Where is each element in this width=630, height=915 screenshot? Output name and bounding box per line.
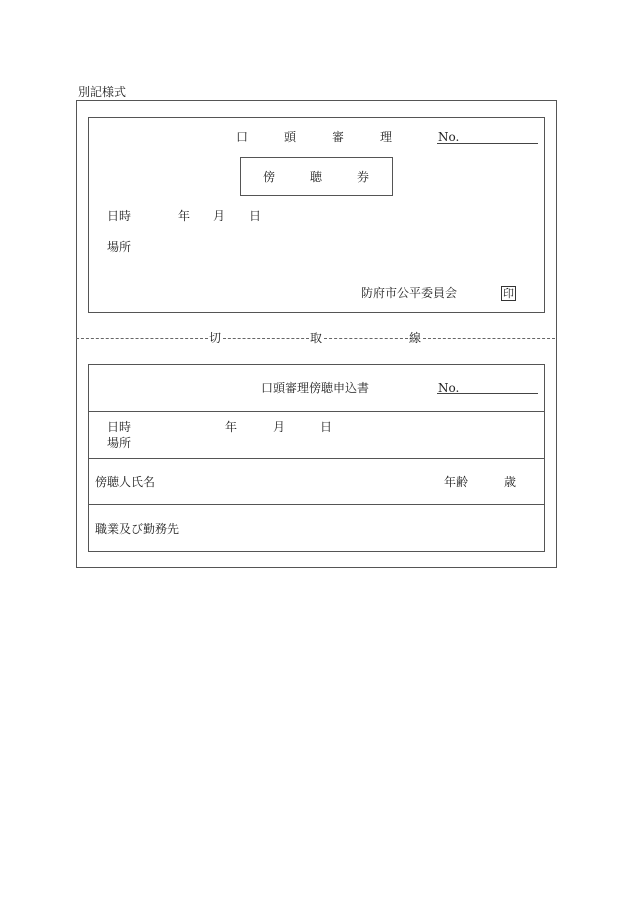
ticket-month: 月 (213, 209, 226, 223)
issuer-name: 防府市公平委員会 (361, 286, 458, 300)
age-unit: 歳 (504, 475, 517, 489)
ticket-number-label: No. (438, 130, 460, 144)
ticket-box (88, 117, 545, 313)
cut-line-char-2: 取 (310, 331, 323, 345)
ticket-title-char-2: 聴 (310, 170, 323, 184)
application-divider-3 (88, 504, 545, 505)
application-place-label: 場所 (107, 436, 132, 450)
application-month: 月 (273, 420, 286, 434)
application-number-line (437, 393, 538, 394)
application-year: 年 (225, 420, 238, 434)
application-date-label: 日時 (107, 420, 132, 434)
application-number-label: No. (438, 381, 460, 395)
ticket-day: 日 (249, 209, 262, 223)
ticket-place-label: 場所 (107, 240, 132, 254)
ticket-title-char-3: 券 (357, 170, 370, 184)
ticket-title-char-1: 傍 (263, 170, 276, 184)
application-divider-2 (88, 458, 545, 459)
occupation-label: 職業及び勤務先 (95, 522, 180, 536)
cut-line-segment-2 (223, 338, 309, 339)
cut-line-segment-1 (76, 338, 208, 339)
cut-line-char-3: 線 (409, 331, 422, 345)
ticket-heading-char-3: 審 (332, 130, 345, 144)
ticket-heading-char-4: 理 (380, 130, 393, 144)
ticket-heading-char-1: 口 (236, 130, 249, 144)
cut-line-segment-4 (423, 338, 555, 339)
ticket-heading-char-2: 頭 (284, 130, 297, 144)
application-title: 口頭審理傍聴申込書 (261, 381, 370, 395)
application-divider-1 (88, 411, 545, 412)
ticket-number-line (437, 143, 538, 144)
cut-line-segment-3 (324, 338, 408, 339)
application-day: 日 (320, 420, 333, 434)
cut-line-char-1: 切 (209, 331, 222, 345)
form-label: 別記様式 (78, 85, 127, 99)
ticket-date-label: 日時 (107, 209, 132, 223)
seal-mark: 印 (503, 287, 514, 300)
ticket-year: 年 (178, 209, 191, 223)
observer-name-label: 傍聴人氏名 (95, 475, 156, 489)
age-label: 年齢 (444, 475, 469, 489)
